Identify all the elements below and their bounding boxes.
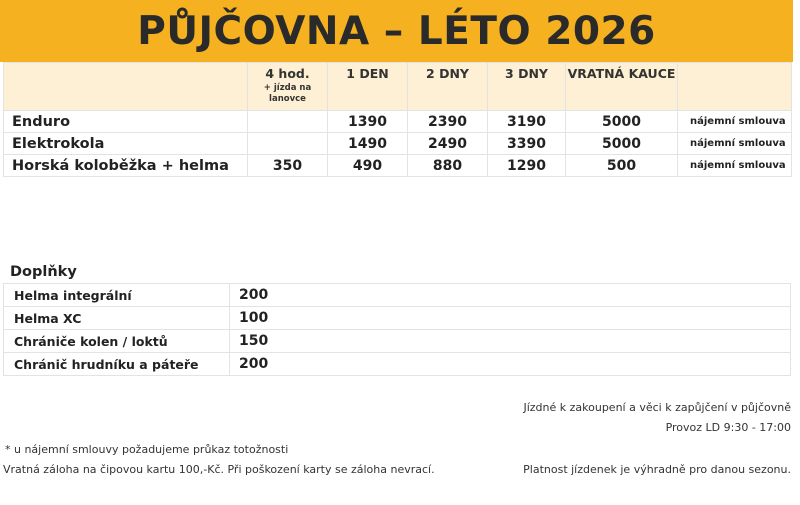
price-4h <box>248 111 328 133</box>
row-name: Horská koloběžka + helma <box>4 155 248 177</box>
list-item <box>4 353 791 376</box>
page-title: PŮJČOVNA – LÉTO 2026 <box>137 8 656 54</box>
price-2dny: 2490 <box>408 133 488 155</box>
row-note: nájemní smlouva <box>678 133 792 155</box>
price-kauce: 500 <box>566 155 678 177</box>
row-note: nájemní smlouva <box>678 155 792 177</box>
price-3dny: 3390 <box>488 133 566 155</box>
header-1den: 1 DEN <box>328 63 408 111</box>
addons-table <box>3 283 791 376</box>
header-item <box>4 63 248 111</box>
header-4h-sub: + jízda na lanovce <box>263 83 312 104</box>
row-note: nájemní smlouva <box>678 111 792 133</box>
list-item <box>4 307 791 330</box>
addon-name: Chrániče kolen / loktů <box>4 330 230 353</box>
addons-title: Doplňky <box>10 264 77 280</box>
title-banner <box>0 0 793 62</box>
addon-price: 100 <box>230 307 791 330</box>
validity-note: Platnost jízdenek je výhradně pro danou sezonu. <box>523 463 791 476</box>
price-4h <box>248 133 328 155</box>
header-3dny: 3 DNY <box>488 63 566 111</box>
price-table <box>3 62 792 177</box>
price-1den: 490 <box>328 155 408 177</box>
addon-name: Helma integrální <box>4 284 230 307</box>
price-2dny: 880 <box>408 155 488 177</box>
header-4h <box>248 63 328 111</box>
hours-note: Provoz LD 9:30 - 17:00 <box>665 421 791 434</box>
table-row <box>4 111 792 133</box>
list-item <box>4 284 791 307</box>
addon-price: 150 <box>230 330 791 353</box>
addon-name: Chránič hrudníku a páteře <box>4 353 230 376</box>
price-4h: 350 <box>248 155 328 177</box>
deposit-note: Vratná záloha na čipovou kartu 100,-Kč. Při poškození karty se záloha nevrací. <box>3 463 435 476</box>
price-kauce: 5000 <box>566 133 678 155</box>
addon-name: Helma XC <box>4 307 230 330</box>
header-4h-label: 4 hod. <box>265 66 310 81</box>
row-name: Enduro <box>4 111 248 133</box>
price-3dny: 3190 <box>488 111 566 133</box>
price-kauce: 5000 <box>566 111 678 133</box>
header-note <box>678 63 792 111</box>
price-3dny: 1290 <box>488 155 566 177</box>
row-name: Elektrokola <box>4 133 248 155</box>
price-table-header <box>4 63 792 111</box>
table-row <box>4 155 792 177</box>
list-item <box>4 330 791 353</box>
tickets-note: Jízdné k zakoupení a věci k zapůjčení v půjčovně <box>523 401 791 414</box>
price-1den: 1490 <box>328 133 408 155</box>
id-required-note: * u nájemní smlouvy požadujeme průkaz totožnosti <box>5 443 289 456</box>
header-kauce: VRATNÁ KAUCE <box>566 63 678 111</box>
header-2dny: 2 DNY <box>408 63 488 111</box>
addon-price: 200 <box>230 284 791 307</box>
price-2dny: 2390 <box>408 111 488 133</box>
addon-price: 200 <box>230 353 791 376</box>
table-row <box>4 133 792 155</box>
price-1den: 1390 <box>328 111 408 133</box>
